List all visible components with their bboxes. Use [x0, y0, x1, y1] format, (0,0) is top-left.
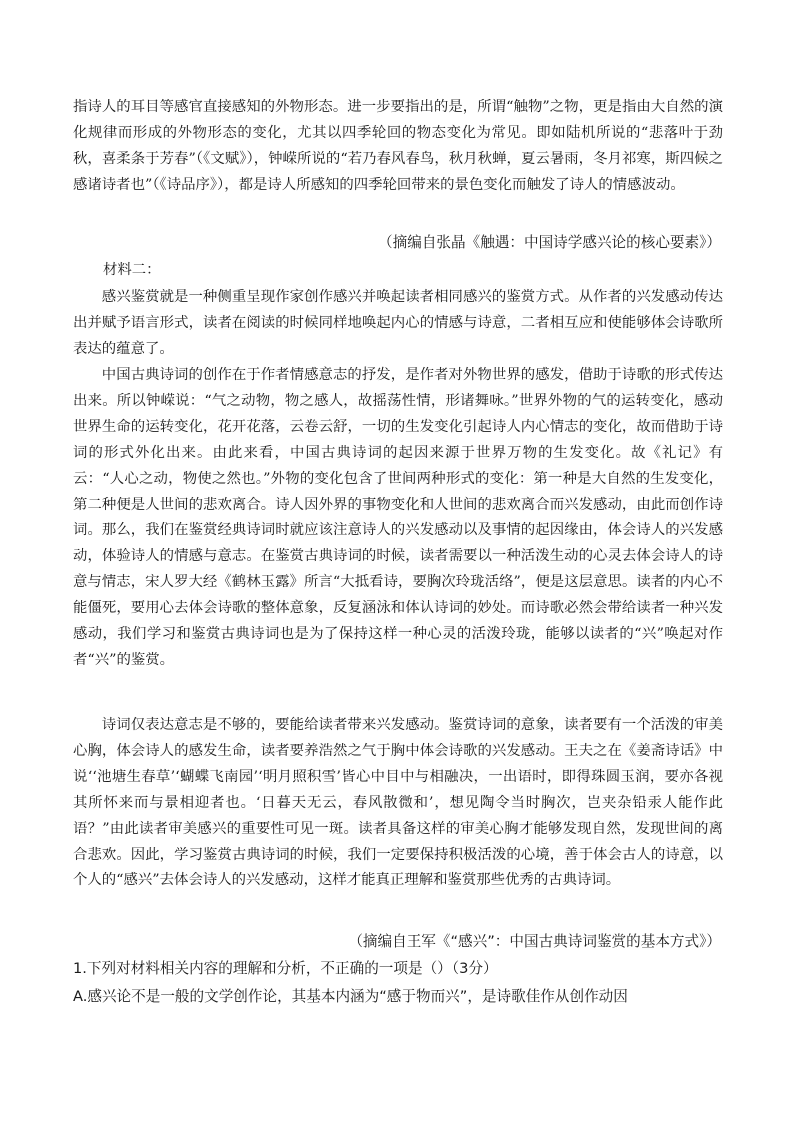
- question-1-option-a: A.感兴论不是一般的文学创作论，其基本内涵为“感于物而兴”，是诗歌佳作从创作动因: [73, 988, 628, 1005]
- material-two-paragraph-3: 诗词仅表达意志是不够的，要能给读者带来兴发感动。鉴赏诗词的意象，读者要有一个活泼的审美心胸，体会诗人的感发生命，读者要养浩然之气于胸中体会诗歌的兴发感动。王夫之在《姜斋诗话》中说‘‘池塘生春草’‘蝴蝶飞南园’‘明月照积雪’皆心中目中与相融决，一出语时，即得珠圆玉润，要亦各视其所怀来而与景相迎者也。‘日暮天无云，春风散微和’，想见陶令当时胸次，岂夹杂铅汞人能作此语？”由此读者审美感兴的重要性可见一斑。读者具备这样的审美心胸才能够发现自然，发现世间的离合悲欢。因此，学习鉴赏古典诗词的时候，我们一定要保持积极活泼的心境，善于体会古人的诗意，以个人的“感兴”去体会诗人的兴发感动，这样才能真正理解和鉴赏那些优秀的古典诗词。: [73, 717, 723, 889]
- material-two-source: （摘编自王军《“感兴”：中国古典诗词鉴赏的基本方式》）: [348, 933, 721, 950]
- material-one-source: （摘编自张晶《触遇：中国诗学感兴论的核心要素》）: [378, 234, 721, 251]
- material-two-heading: 材料二：: [103, 262, 161, 278]
- material-one-closing-paragraph: 指诗人的耳目等感官直接感知的外物形态。进一步要指出的是，所谓“触物”之物，更是指由大自然的演化规律而形成的外物形态的变化，尤其以四季轮回的物态变化为常见。即如陆机所说的“悲落叶于劲秋，喜柔条于芳春”（《文赋》），钟嵘所说的“若乃春风春鸟，秋月秋蝉，夏云暑雨，冬月祁寒，斯四候之感诸诗者也”（《诗品序》），都是诗人所感知的四季轮回带来的景色变化而触发了诗人的情感波动。: [73, 99, 723, 193]
- question-1-stem: 1.下列对材料相关内容的理解和分析，不正确的一项是（）（3分）: [73, 960, 498, 977]
- material-two-paragraph-1: 感兴鉴赏就是一种侧重呈现作家创作感兴并唤起读者相同感兴的鉴赏方式。从作者的兴发感动传达出并赋予语言形式，读者在阅读的时候同样地唤起内心的情感与诗意，二者相互应和使能够体会诗歌所表达的蕴意了。: [73, 289, 723, 357]
- material-two-paragraph-2: 中国古典诗词的创作在于作者情感意志的抒发，是作者对外物世界的感发，借助于诗歌的形式传达出来。所以钟嵘说：“气之动物，物之感人，故摇荡性情，形诸舞咏。”世界外物的气的运转变化，感动世界生命的运转变化，花开花落，云卷云舒，一切的生发变化引起诗人内心情志的变化，故而借助于诗词的形式外化出来。由此来看，中国古典诗词的起因来源于世界万物的生发变化。故《礼记》有云：“人心之动，物使之然也。”外物的变化包含了世间两种形式的变化：第一种是大自然的生发变化，第二种便是人世间的悲欢离合。诗人因外界的事物变化和人世间的悲欢离合而兴发感动，由此而创作诗词。那么，我们在鉴赏经典诗词时就应该注意诗人的兴发感动以及事情的起因缘由，体会诗人的兴发感动，体验诗人的情感与意志。在鉴赏古典诗词的时候，读者需要以一种活泼生动的心灵去体会诗人的诗意与情志，宋人罗大经《鹤林玉露》所言“大抵看诗，要胸次玲珑活络”，便是这层意思。读者的内心不能僵死，要用心去体会诗歌的整体意象，反复涵泳和体认诗词的妙处。而诗歌必然会带给读者一种兴发感动，我们学习和鉴赏古典诗词也是为了保持这样一种心灵的活泼玲珑，能够以读者的“兴”唤起对作者“兴”的鉴赏。: [73, 367, 723, 668]
